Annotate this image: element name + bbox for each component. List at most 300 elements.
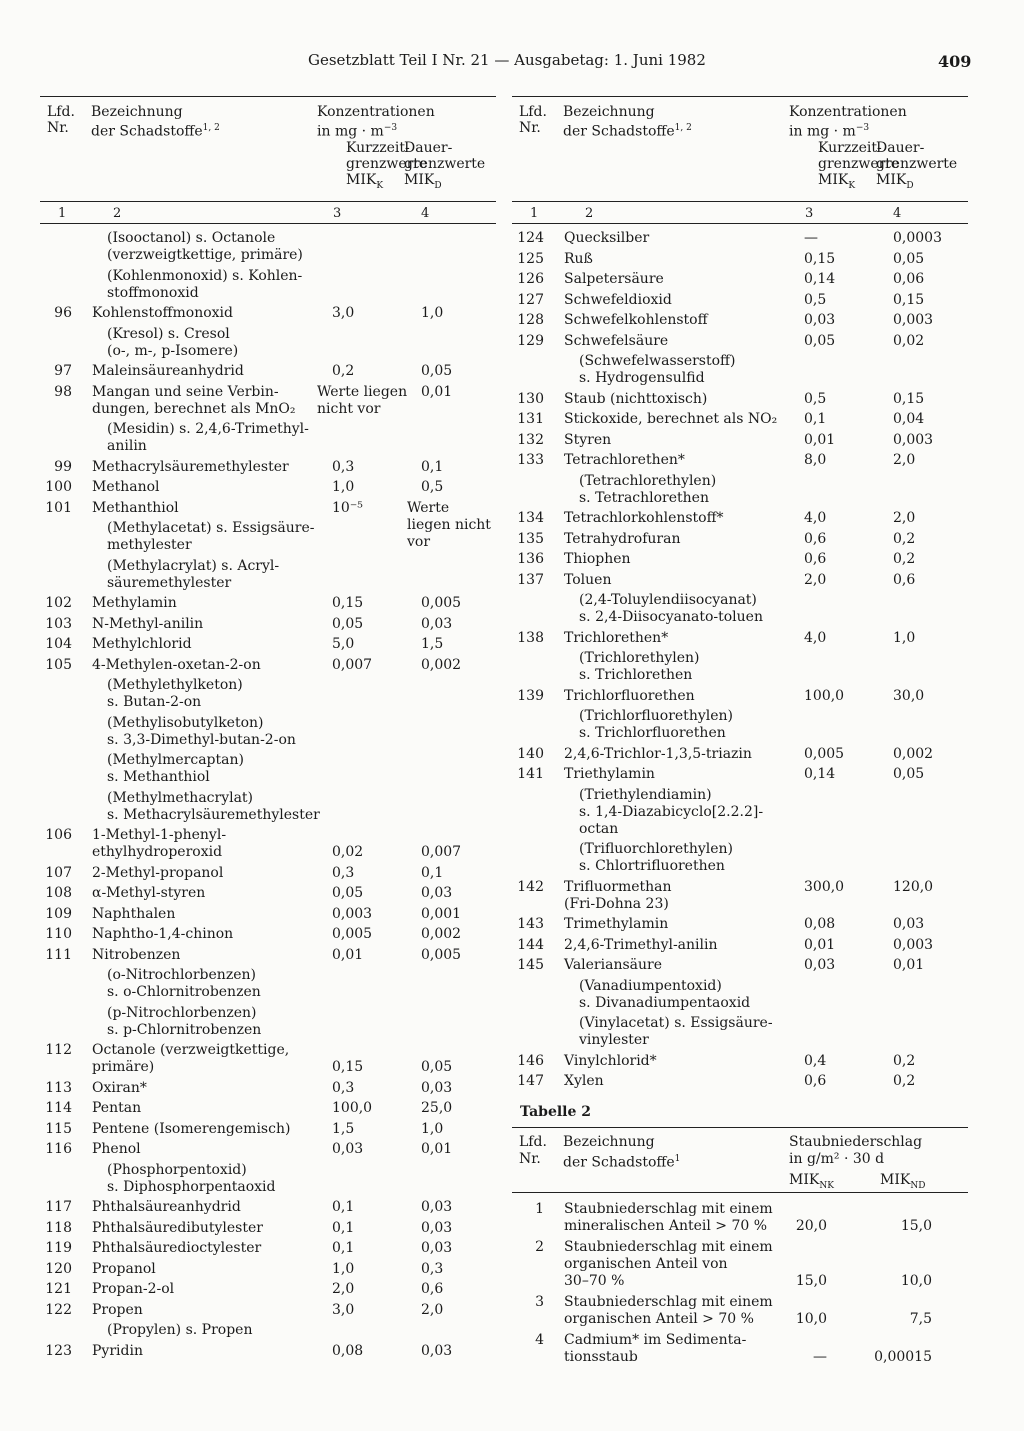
table-row <box>512 766 968 783</box>
name-line: dungen, berechnet als MnO₂ <box>92 400 296 417</box>
table2-header: Lfd. Nr. Bezeichnung der Schadstoffe$^1$ Staubniederschlag in g/m² · 30 d $MIK_{NK}$ $MIK_{ND}$ <box>519 1134 926 1191</box>
value-line: 0,3 <box>332 458 355 475</box>
table-row <box>40 790 496 824</box>
value-line: 0,01 <box>421 1141 453 1157</box>
long-term-value <box>421 1261 511 1278</box>
value-line <box>332 1042 427 1059</box>
value-line: 5,0 <box>332 636 355 652</box>
substance-name <box>579 708 794 742</box>
value-line: 3,0 <box>332 1301 355 1318</box>
short-term-value <box>332 268 427 285</box>
substance-name <box>92 616 318 633</box>
substance-name <box>92 305 318 322</box>
value-line: 0,01 <box>804 936 836 953</box>
name-line: 30–70 % <box>564 1273 625 1289</box>
short-term-value <box>804 708 899 725</box>
substance-name <box>564 1073 790 1090</box>
value-line <box>332 268 427 285</box>
substance-name <box>564 230 790 247</box>
table-row <box>40 827 496 861</box>
value-line <box>332 677 427 694</box>
short-term-value <box>804 510 899 527</box>
row-number: 122 <box>45 1301 72 1318</box>
name-line: (o-Nitrochlorbenzen) <box>107 967 256 983</box>
short-term-value <box>317 384 412 418</box>
value-line: 0,007 <box>332 656 373 673</box>
substance-name <box>579 473 794 507</box>
short-term-value <box>804 432 899 449</box>
long-term-value <box>421 906 511 923</box>
value-line: 0,03 <box>421 1342 453 1359</box>
table-row <box>512 1053 968 1070</box>
value-line: 0,002 <box>421 926 462 942</box>
row-number: 118 <box>45 1219 72 1236</box>
short-term-value <box>332 677 427 694</box>
substance-name <box>107 230 322 264</box>
substance-name <box>107 1322 322 1339</box>
name-line: Quecksilber <box>564 230 650 246</box>
short-term-value <box>332 520 427 537</box>
long-term-value <box>421 595 511 612</box>
row-number: 139 <box>517 687 544 704</box>
value-line: 0,005 <box>421 595 462 611</box>
short-term-value <box>332 1322 427 1339</box>
short-term-value <box>332 305 427 322</box>
value-line: 1,0 <box>893 629 916 646</box>
value-line: 1,5 <box>332 1120 355 1137</box>
substance-name <box>579 650 794 684</box>
name-line: (Methylmethacrylat) <box>107 789 254 806</box>
value-line <box>421 268 511 285</box>
table-row <box>512 708 968 742</box>
value-line: Werte <box>407 499 450 516</box>
name-line: Xylen <box>564 1073 604 1089</box>
name-line: Staubniederschlag mit einem <box>564 1239 773 1255</box>
name-line: Phthalsäuredibutylester <box>92 1219 263 1236</box>
name-line: (Fri-Dohna 23) <box>564 895 669 912</box>
name-line: s. Hydrogensulfid <box>579 370 705 386</box>
table-row <box>40 967 496 1001</box>
value-line: 0,3 <box>332 864 355 881</box>
value-line: 0,03 <box>421 615 453 632</box>
table-row <box>40 1162 496 1196</box>
long-term-value <box>893 787 983 804</box>
long-term-value <box>893 473 983 490</box>
name-line: Toluen <box>564 571 612 588</box>
value-line: 0,6 <box>421 1281 444 1297</box>
value-line <box>421 230 511 247</box>
value-line: 0,3 <box>421 1260 444 1277</box>
value-line <box>332 421 427 438</box>
long-term-value <box>893 230 983 247</box>
name-line: Staubniederschlag mit einem <box>564 1294 773 1310</box>
value-line <box>804 978 899 995</box>
value-line <box>804 473 899 490</box>
row-number: 144 <box>517 936 544 953</box>
row-number: 136 <box>517 551 544 567</box>
substance-name <box>564 1294 774 1328</box>
value-line: 1,0 <box>421 1120 444 1137</box>
substance-name <box>564 879 790 913</box>
long-term-value <box>893 572 983 589</box>
short-term-value <box>332 885 427 902</box>
table-row <box>512 251 968 268</box>
value-line <box>804 841 899 858</box>
long-term-value <box>893 916 983 933</box>
value-line: 8,0 <box>804 452 827 468</box>
long-term-value <box>421 1343 511 1360</box>
short-term-value <box>332 558 427 575</box>
short-term-value <box>332 1281 427 1298</box>
value-line <box>421 421 511 438</box>
row-number: 141 <box>517 766 544 782</box>
row-number: 124 <box>517 230 544 246</box>
substance-name <box>92 479 318 496</box>
row-number: 125 <box>517 250 544 267</box>
name-line: 2,4,6-Trimethyl-anilin <box>564 936 718 953</box>
name-line: octan <box>579 820 619 837</box>
value-line: 0,6 <box>804 530 827 547</box>
long-term-value <box>893 551 983 568</box>
value-line: liegen nicht <box>407 516 491 533</box>
long-term-value <box>421 1199 511 1216</box>
long-term-value <box>893 391 983 408</box>
value-line: 0,1 <box>332 1240 355 1256</box>
name-line: (p-Nitrochlorbenzen) <box>107 1004 257 1021</box>
kz-label-2: grenzwerte <box>346 156 428 172</box>
long-term-value <box>893 592 983 609</box>
name-line: s. p-Chlornitrobenzen <box>107 1021 262 1038</box>
substance-name <box>564 312 790 329</box>
substance-name <box>92 1302 318 1319</box>
name-line: Tetrahydrofuran <box>564 530 681 547</box>
long-term-value <box>421 326 511 343</box>
name-line: Pentan <box>92 1100 142 1116</box>
substance-name <box>107 421 322 455</box>
table-row <box>512 916 968 933</box>
value-line: 0,03 <box>804 312 836 328</box>
short-term-value <box>332 967 427 984</box>
name-line: Propan-2-ol <box>92 1281 175 1297</box>
name-line: säuremethylester <box>107 574 232 591</box>
long-term-value <box>421 384 511 401</box>
name-line: Mangan und seine Verbin- <box>92 383 279 400</box>
substance-name <box>107 677 322 711</box>
value-line: 0,002 <box>421 656 462 673</box>
unit-label: in mg · m <box>317 123 384 140</box>
name-line: Naphtho-1,4-chinon <box>92 926 234 942</box>
row-number: 131 <box>517 411 544 427</box>
value-line: 0,15 <box>893 291 925 308</box>
substance-name <box>92 906 318 923</box>
value-line: 2,0 <box>804 571 827 588</box>
name-line: methylester <box>107 537 192 553</box>
kz-sub: K <box>376 180 384 191</box>
substance-name <box>92 363 318 380</box>
short-term-value <box>332 363 427 380</box>
table-row <box>512 630 968 647</box>
long-term-value <box>421 421 511 438</box>
value-line: 100,0 <box>804 687 845 704</box>
long-term-value <box>893 937 983 954</box>
table-header: Lfd. Nr. Bezeichnung der Schadstoffe$^{1, 2}$ Konzentrationen in mg · $m^{-3}$ Kurzzeit- grenzwerte $MIK_K$ Dauer- grenzwerte $MIK_D$ <box>519 104 958 191</box>
value-line: 3,0 <box>332 305 355 321</box>
value-line <box>421 790 511 807</box>
value-line <box>332 1322 427 1339</box>
row-number: 99 <box>54 458 72 475</box>
short-term-value <box>804 411 899 428</box>
name-line: (Tetrachlorethylen) <box>579 472 717 489</box>
table-row <box>40 1005 496 1039</box>
substance-name <box>564 551 790 568</box>
name-line: s. Methacrylsäuremethylester <box>107 806 320 823</box>
short-term-value <box>804 531 899 548</box>
long-term-value <box>421 885 511 902</box>
value-line: 0,002 <box>893 745 934 762</box>
mik-nk-value: — <box>813 1349 827 1365</box>
value-line: 0,03 <box>421 1079 453 1096</box>
long-term-value <box>421 363 511 380</box>
name-line: Nitrobenzen <box>92 946 181 963</box>
value-line <box>421 677 511 694</box>
substance-name <box>564 1053 790 1070</box>
mik-nk-value: 15,0 <box>795 1273 827 1289</box>
substance-name <box>92 1261 318 1278</box>
substance-name <box>564 957 790 974</box>
row-number: 102 <box>45 595 72 611</box>
substance-name <box>564 411 790 428</box>
short-term-value <box>804 766 899 783</box>
substance-name <box>92 595 318 612</box>
value-line <box>893 353 983 370</box>
long-term-value <box>893 353 983 370</box>
value-line: 0,01 <box>893 957 925 973</box>
table-row <box>512 230 968 247</box>
table-row <box>512 312 968 329</box>
substance-name <box>107 268 322 302</box>
name-line: α-Methyl-styren <box>92 885 206 901</box>
value-line: 0,05 <box>893 250 925 267</box>
substance-name <box>564 1239 774 1290</box>
long-term-value <box>421 1240 511 1257</box>
table-row <box>40 479 496 496</box>
value-line: 0,02 <box>893 332 925 349</box>
value-line: 0,15 <box>893 390 925 407</box>
substance-name <box>564 531 790 548</box>
long-term-value <box>421 1162 511 1179</box>
value-line <box>893 708 983 725</box>
substance-name <box>564 688 790 705</box>
name-line: s. 3,3-Dimethyl-butan-2-on <box>107 731 296 748</box>
substance-name <box>92 865 318 882</box>
long-term-value <box>893 1073 983 1090</box>
substance-name <box>579 841 794 875</box>
value-line: 0,1 <box>421 864 444 881</box>
long-term-value <box>893 251 983 268</box>
table-row <box>512 841 968 875</box>
name-line: s. 2,4-Diisocyanato-toluen <box>579 609 763 625</box>
row-number: 114 <box>45 1100 72 1116</box>
value-line <box>421 752 511 769</box>
long-term-value <box>893 841 983 858</box>
value-line: 0,01 <box>332 946 364 963</box>
name-line: (Methylethylketon) <box>107 677 243 693</box>
value-line: 0,08 <box>332 1342 364 1359</box>
name-line: Methanthiol <box>92 499 179 516</box>
value-line <box>332 752 427 769</box>
table-row <box>40 305 496 322</box>
short-term-value <box>332 926 427 943</box>
short-term-value <box>332 790 427 807</box>
table-row <box>512 937 968 954</box>
long-term-value <box>421 947 511 964</box>
value-line: 0,2 <box>893 551 916 567</box>
substance-name <box>92 636 318 653</box>
value-line: 2,0 <box>893 452 916 468</box>
row-number: 4 <box>535 1332 544 1348</box>
substance-name <box>92 1240 318 1257</box>
left-column <box>40 96 496 1363</box>
short-term-value <box>804 572 899 589</box>
value-line: 0,05 <box>332 885 364 901</box>
value-line: 0,1 <box>804 411 827 427</box>
name-line: Pentene (Isomerengemisch) <box>92 1120 291 1137</box>
long-term-value <box>421 1220 511 1237</box>
value-line: 10⁻⁵ <box>332 499 363 516</box>
substance-name <box>564 630 790 647</box>
row-number: 135 <box>517 530 544 547</box>
row-number: 3 <box>535 1294 544 1310</box>
name-line: vinylester <box>579 1032 649 1048</box>
short-term-value <box>332 1042 427 1076</box>
value-line: 0,05 <box>332 615 364 632</box>
name-line: organischen Anteil > 70 % <box>564 1311 754 1327</box>
row-number: 101 <box>45 499 72 516</box>
value-line <box>804 650 899 667</box>
name-line: Ruß <box>564 250 593 267</box>
long-term-value <box>421 1281 511 1298</box>
value-line: 0,005 <box>332 926 373 942</box>
table-row <box>512 473 968 507</box>
long-term-value <box>421 790 511 807</box>
substance-name <box>92 1281 318 1298</box>
substance-name <box>92 926 318 943</box>
long-term-value <box>421 1005 511 1022</box>
substance-name <box>92 1100 318 1117</box>
table-row <box>512 391 968 408</box>
table-row <box>512 746 968 763</box>
value-line <box>804 1015 899 1032</box>
substance-name <box>107 520 322 554</box>
row-number: 119 <box>45 1240 72 1256</box>
value-line <box>421 967 511 984</box>
table-row <box>512 353 968 387</box>
name-line: Thiophen <box>564 551 631 567</box>
value-line: 1,0 <box>421 305 444 321</box>
row-number: 128 <box>517 312 544 328</box>
name-line: Tetrachlorethen* <box>564 452 685 468</box>
value-line <box>421 558 511 575</box>
short-term-value <box>332 421 427 438</box>
table-row <box>40 558 496 592</box>
value-line: 2,0 <box>421 1301 444 1318</box>
substance-name <box>564 766 790 783</box>
value-line: 2,0 <box>332 1281 355 1297</box>
long-term-value <box>421 1100 511 1117</box>
name-line: Methacrylsäuremethylester <box>92 458 289 475</box>
value-line: 0,3 <box>332 1079 355 1096</box>
value-line: 0,15 <box>804 250 836 267</box>
short-term-value <box>332 1261 427 1278</box>
table-row <box>40 715 496 749</box>
short-term-value <box>804 1073 899 1090</box>
row-number: 113 <box>45 1079 72 1096</box>
value-line: 0,14 <box>804 766 836 782</box>
value-line: 0,03 <box>804 957 836 973</box>
row-number: 126 <box>517 271 544 287</box>
table-row <box>512 1294 968 1328</box>
value-line <box>893 592 983 609</box>
name-line: (Schwefelwasserstoff) <box>579 353 736 369</box>
lfd-label: Lfd. <box>47 104 75 120</box>
short-term-value <box>804 879 899 896</box>
substance-name <box>107 1162 322 1196</box>
long-term-value <box>421 616 511 633</box>
running-header: Gesetzblatt Teil I Nr. 21 — Ausgabetag: 1. Juni 1982 <box>308 51 706 69</box>
row-number: 133 <box>517 452 544 468</box>
table-row <box>40 459 496 476</box>
name-line: Octanole (verzweigtkettige, <box>92 1042 290 1058</box>
short-term-value <box>332 827 427 861</box>
value-line <box>804 787 899 804</box>
short-term-value <box>804 312 899 329</box>
value-line: 1,5 <box>421 636 444 652</box>
long-term-value <box>893 766 983 783</box>
value-line <box>332 520 427 537</box>
value-line <box>332 1005 427 1022</box>
value-line: 0,2 <box>332 363 355 379</box>
substance-name <box>579 978 794 1012</box>
table-row <box>40 865 496 882</box>
table-row <box>512 531 968 548</box>
substance-name <box>92 1199 318 1216</box>
name-line: 4-Methylen-oxetan-2-on <box>92 656 261 673</box>
mik-nd-value: 0,00015 <box>874 1349 932 1365</box>
table-row <box>512 551 968 568</box>
short-term-value <box>332 1220 427 1237</box>
row-number: 145 <box>517 957 544 973</box>
long-term-value <box>421 459 511 476</box>
short-term-value <box>332 1080 427 1097</box>
row-number: 138 <box>517 629 544 646</box>
table-row <box>512 1201 968 1235</box>
value-line <box>893 978 983 995</box>
long-term-value <box>421 558 511 575</box>
table-row <box>40 230 496 264</box>
short-term-value <box>332 1162 427 1179</box>
long-term-value <box>421 479 511 496</box>
long-term-value <box>421 752 511 769</box>
table-row <box>512 452 968 469</box>
value-line: 0,2 <box>893 530 916 547</box>
name-line: (Trichlorfluorethylen) <box>579 708 733 724</box>
substance-name <box>579 592 794 626</box>
substance-name <box>564 510 790 527</box>
value-line <box>421 1322 511 1339</box>
substance-name <box>564 572 790 589</box>
value-line: 0,5 <box>804 291 827 308</box>
long-term-value <box>421 1141 511 1158</box>
